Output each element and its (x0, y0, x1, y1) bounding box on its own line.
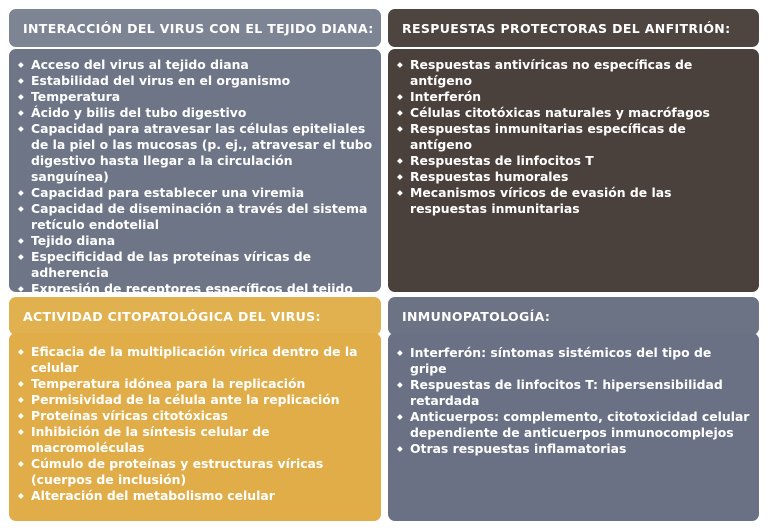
list-item: ◆ Otras respuestas inflamatorias (396, 441, 751, 457)
panel-body (9, 49, 381, 296)
list-item: ◆ Ácido y bilis del tubo digestivo (17, 105, 373, 121)
panel-virus-tissue-interaction (9, 9, 381, 296)
list-item: ◆ Capacidad para establecer una viremia (17, 185, 373, 201)
panel-host-protective-responses (388, 9, 759, 292)
panel-body (9, 333, 381, 521)
list-item: ◆ Anticuerpos: complemento, citotoxicidad celular dependiente de anticuerpos inmunocomplejos (396, 409, 751, 441)
list-item: ◆ Cúmulo de proteínas y estructuras víricas (cuerpos de inclusión) (17, 456, 373, 488)
list-item: ◆ Tejido diana (17, 233, 373, 249)
list-item: ◆ Capacidad para atravesar las células epiteliales de la piel o las mucosas (p. ej., atravesar el tubo digestivo hasta llegar a la circulación sanguínea) (17, 121, 373, 185)
list-item: ◆ Respuestas inmunitarias específicas de antígeno (396, 121, 751, 153)
list-item: ◆ Permisividad de la célula ante la replicación (17, 392, 373, 408)
list-item: ◆ Capacidad de diseminación a través del sistema retículo endotelial (17, 201, 373, 233)
list-item: ◆ Eficacia de la multiplicación vírica dentro de la celular (17, 344, 373, 376)
bullet-list (396, 345, 751, 457)
list-item: ◆ Células citotóxicas naturales y macrófagos (396, 105, 751, 121)
bullet-list (17, 57, 373, 297)
list-item: ◆ Respuestas humorales (396, 169, 751, 185)
list-item: ◆ Especificidad de las proteínas víricas de adherencia (17, 249, 373, 281)
list-item: ◆ Inhibición de la síntesis celular de macromoléculas (17, 424, 373, 456)
list-item: ◆ Temperatura idónea para la replicación (17, 376, 373, 392)
panel-body (388, 49, 759, 292)
bullet-list (17, 344, 373, 504)
panel-title: RESPUESTAS PROTECTORAS DEL ANFITRIÓN: (388, 9, 759, 47)
panel-cytopathologic-activity (9, 297, 381, 521)
list-item: ◆ Temperatura (17, 89, 373, 105)
panel-title: INTERACCIÓN DEL VIRUS CON EL TEJIDO DIANA: (9, 9, 381, 47)
list-item: ◆ Mecanismos víricos de evasión de las respuestas inmunitarias (396, 185, 751, 217)
list-item: ◆ Respuestas antivíricas no específicas de antígeno (396, 57, 751, 89)
panel-title: ACTIVIDAD CITOPATOLÓGICA DEL VIRUS: (9, 297, 381, 335)
list-item: ◆ Alteración del metabolismo celular (17, 488, 373, 504)
bullet-list (396, 57, 751, 217)
list-item: ◆ Estabilidad del virus en el organismo (17, 73, 373, 89)
panel-immunopathology (388, 297, 759, 521)
list-item: ◆ Respuestas de linfocitos T (396, 153, 751, 169)
list-item: ◆ Interferón (396, 89, 751, 105)
list-item: ◆ Acceso del virus al tejido diana (17, 57, 373, 73)
panel-title: INMUNOPATOLOGÍA: (388, 297, 759, 335)
list-item: ◆ Proteínas víricas citotóxicas (17, 408, 373, 424)
list-item: ◆ Respuestas de linfocitos T: hipersensibilidad retardada (396, 377, 751, 409)
panel-body (388, 333, 759, 521)
list-item: ◆ Expresión de receptores específicos del tejido (17, 281, 373, 297)
list-item: ◆ Interferón: síntomas sistémicos del tipo de gripe (396, 345, 751, 377)
